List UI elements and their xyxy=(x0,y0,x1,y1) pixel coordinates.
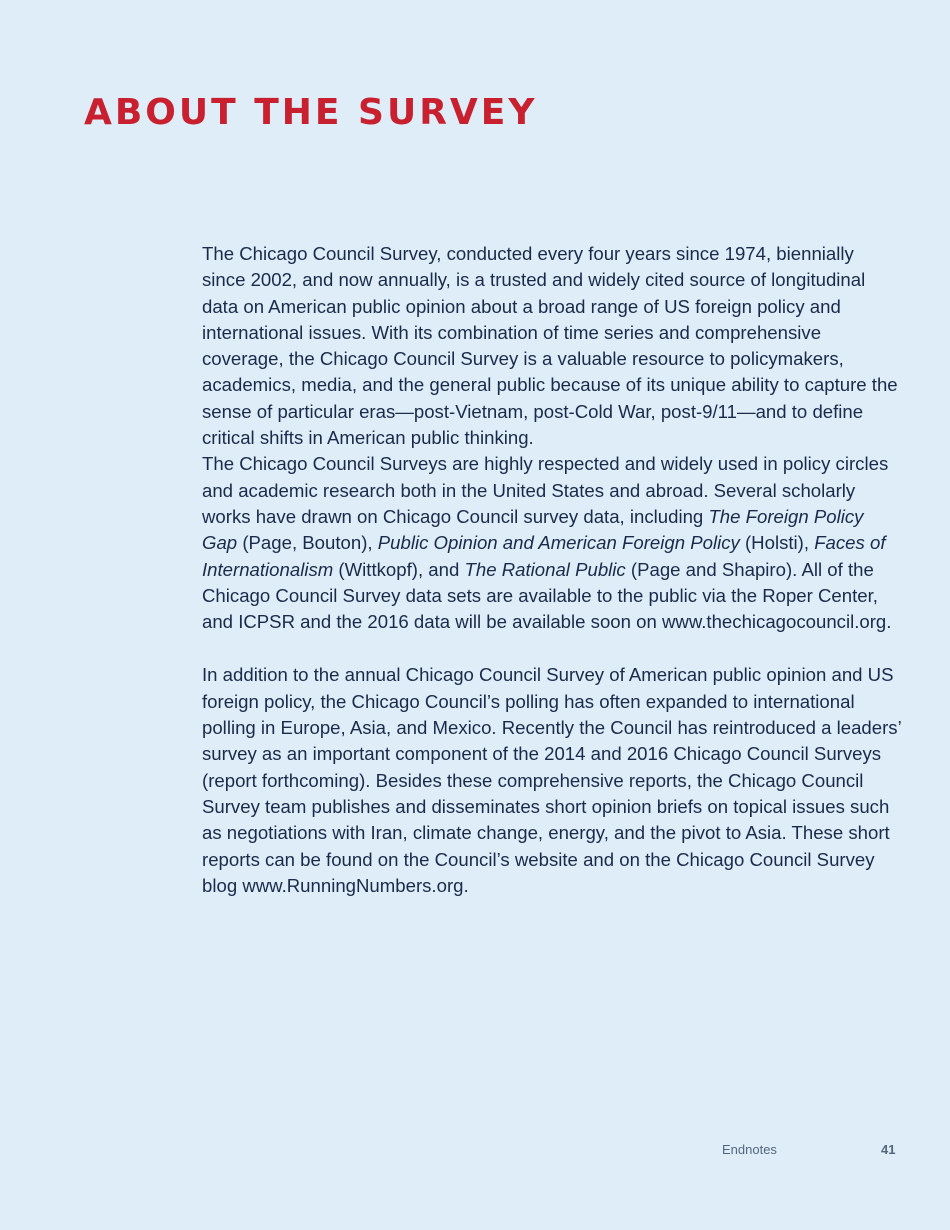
text-segment: The Chicago Council Surveys are highly respected and widely used in policy circles and academic research both in the United States and abroad. Several scholarly works have drawn on Chicago Council survey data, including xyxy=(202,453,889,527)
paragraph-survey-history: The Chicago Council Survey, conducted every four years since 1974, biennially since 2002, and now annually, is a trusted and widely cited source of longitudinal data on American public opinion about a broad range of US foreign policy and international issues. With its combination of time series and comprehensive coverage, the Chicago Council Survey is a valuable resource to policymakers, academics, media, and the general public because of its unique ability to capture the sense of particular eras—post-Vietnam, post-Cold War, post-9/11—and to define critical shifts in American public thinking. xyxy=(202,243,898,449)
book-title: Public Opinion and American Foreign Policy xyxy=(377,532,740,554)
book-title: Faces of Internationalism xyxy=(202,532,886,580)
text-segment: (Holsti), xyxy=(739,532,815,554)
paragraph-additional-polling: In addition to the annual Chicago Council Survey of American public opinion and US foreign policy, the Chicago Council’s polling has often expanded to international polling in Europe, Asia, and Mexico. Recently the Council has reintroduced a leaders’ survey as an important component of the 2014 and 2016 Chicago Council Surveys (report forthcoming). Besides these comprehensive reports, the Chicago Council Survey team publishes and disseminates short opinion briefs on topical issues such as negotiations with Iran, climate change, energy, and the pivot to Asia. These short reports can be found on the Council’s website and on the Chicago Council Survey blog www.RunningNumbers.org. xyxy=(202,664,902,896)
text-segment: (Page, Bouton), xyxy=(237,532,378,554)
paragraph-scholarly-works xyxy=(202,451,902,635)
text-segment: (Wittkopf), and xyxy=(333,558,465,580)
survey-description xyxy=(202,241,902,899)
book-title: The Rational Public xyxy=(464,558,626,580)
page-number: 41 xyxy=(881,1142,896,1157)
text-segment: (Page and Shapiro). All of the Chicago Council Survey data sets are available to the public via the Roper Center, and ICPSR and the 2016 data will be available soon on www.thechicagocouncil.org. xyxy=(202,558,892,633)
footer-section-label: Endnotes xyxy=(722,1142,777,1157)
book-title: The Foreign Policy Gap xyxy=(202,505,864,554)
page-title: ABOUT THE SURVEY xyxy=(84,92,538,133)
